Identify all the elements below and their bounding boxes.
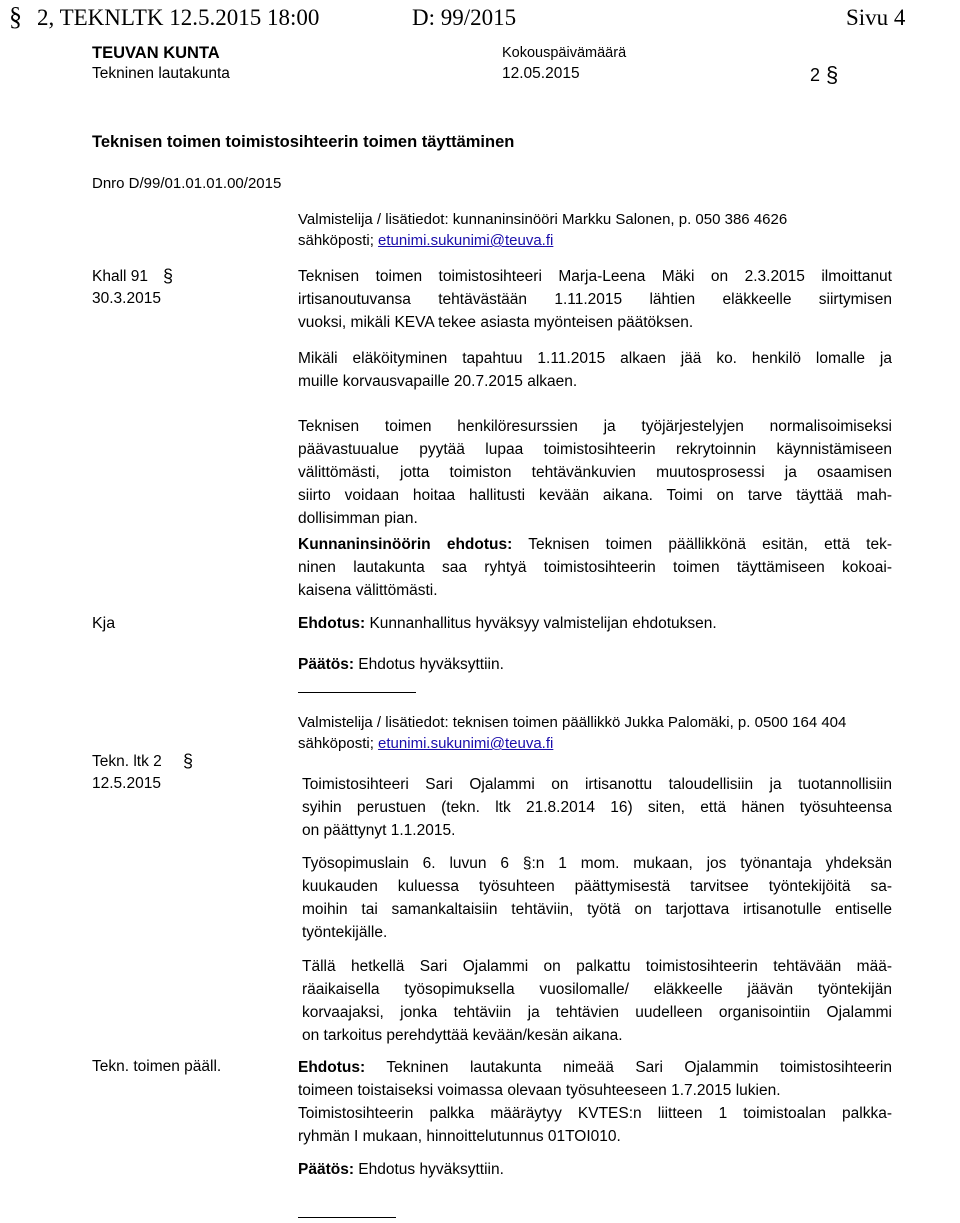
email-prefix: sähköposti; — [298, 735, 379, 752]
text-line: Työsopimuslain 6. luvun 6 §:n 1 mom. mukaan, jos työnantaja yhdeksän — [302, 855, 892, 872]
topbar-document-number: D: 99/2015 — [412, 5, 517, 30]
text-line: korvaajaksi, jonka tehtäviin ja tehtävien uudelleen organisointiin Ojalammi — [302, 1004, 892, 1021]
text-line: Mikäli eläköityminen tapahtuu 1.11.2015 alkaen jää ko. henkilö lomalle ja — [298, 350, 892, 367]
khall-paragraph-1 — [298, 265, 892, 334]
topbar-section-mark: § — [9, 2, 22, 31]
email-link[interactable]: etunimi.sukunimi@teuva.fi — [378, 232, 554, 249]
text-line: on päättynyt 1.1.2015. — [302, 822, 456, 839]
page-title: Teknisen toimen toimistosihteerin toimen täyttäminen — [92, 133, 515, 151]
proposal-label: Ehdotus: — [298, 1059, 366, 1076]
text-line: syihin perustuen (tekn. ltk 21.8.2014 16) siten, että hänen työsuhteensa — [302, 799, 892, 816]
khall-date: 30.3.2015 — [92, 290, 161, 307]
text-line: ninen lautakunta saa ryhtyä toimistosihteerin toimen täyttämiseen kokoai- — [298, 559, 892, 576]
proposal-text: Tekninen lautakunta nimeää Sari Ojalammin toimistosihteerin — [365, 1059, 892, 1076]
text-line: räaikaisella työsopimuksella vuosilomalle/ eläkkeelle jäävän työntekijän — [302, 981, 892, 998]
tekn-date: 12.5.2015 — [92, 775, 161, 792]
engineer-proposal — [298, 533, 892, 602]
topbar-page-number: Sivu 4 — [846, 5, 906, 30]
dnro: Dnro D/99/01.01.01.00/2015 — [92, 175, 282, 192]
email-prefix: sähköposti; — [298, 232, 379, 249]
organization-name: TEUVAN KUNTA — [92, 44, 220, 62]
text-line: irtisanoutuvansa tehtävästään 1.11.2015 lähtien eläkkeelle siirtymisen — [298, 291, 892, 308]
preparer-email-row-2 — [298, 735, 553, 752]
text-line: välittömästi, jotta toimiston tehtävänkuvien muutosprosessi ja osaamisen — [298, 464, 892, 481]
proposal-label: Kunnaninsinöörin ehdotus: — [298, 536, 513, 553]
email-link[interactable]: etunimi.sukunimi@teuva.fi — [378, 735, 554, 752]
topbar-left-text: 2, TEKNLTK 12.5.2015 18:00 — [37, 5, 320, 30]
tekn-paragraph-1 — [302, 773, 892, 842]
kja-label: Kja — [92, 615, 116, 632]
khall-paragraph-3 — [298, 415, 892, 530]
text-line: on tarkoitus perehdyttää kevään/kesän aikana. — [302, 1027, 623, 1044]
khall-paragraph-2 — [298, 347, 892, 393]
text-line — [298, 1056, 892, 1079]
paallikko-decision — [298, 1161, 504, 1179]
kja-decision — [298, 656, 504, 674]
text-line: Tällä hetkellä Sari Ojalammi on palkattu toimistosihteerin tehtävään mää- — [302, 958, 892, 975]
tekn-paragraph-2 — [302, 852, 892, 944]
text-line — [298, 533, 892, 556]
preparer-info-2: Valmistelija / lisätiedot: teknisen toimen päällikkö Jukka Palomäki, p. 0500 164 404 — [298, 714, 847, 731]
section-mark: § — [826, 62, 839, 87]
text-line: ryhmän I mukaan, hinnoittelutunnus 01TOI010. — [298, 1128, 621, 1145]
meeting-date-label: Kokouspäivämäärä — [502, 45, 627, 61]
board-name: Tekninen lautakunta — [92, 65, 230, 82]
proposal-label: Ehdotus: — [298, 615, 366, 632]
proposal-text: Teknisen toimen päällikkönä esitän, että tek- — [512, 536, 893, 553]
text-line: työntekijälle. — [302, 924, 388, 941]
tekn-section-mark: § — [183, 751, 194, 771]
decision-label: Päätös: — [298, 1161, 354, 1178]
text-line: dollisimman pian. — [298, 510, 418, 527]
meeting-date: 12.05.2015 — [502, 65, 580, 82]
kja-proposal — [298, 615, 717, 633]
text-line: Teknisen toimen toimistosihteeri Marja-Leena Mäki on 2.3.2015 ilmoittanut — [298, 268, 892, 285]
khall-section-mark: § — [163, 266, 174, 286]
text-line: kuukauden kuluessa työsuhteen päättymisestä tarvitsee työntekijöitä sa- — [302, 878, 892, 895]
section-number: 2 — [810, 65, 821, 85]
khall-label: Khall 91 — [92, 268, 149, 285]
decision-label: Päätös: — [298, 656, 354, 673]
text-line: kaisena välittömästi. — [298, 582, 438, 599]
divider-line — [298, 692, 416, 693]
text-line: muille korvausvapaille 20.7.2015 alkaen. — [298, 373, 578, 390]
text-line: päävastuualue pyytää lupaa toimistosihteerin rekrytoinnin käynnistämiseen — [298, 441, 892, 458]
tekn-label: Tekn. ltk 2 — [92, 753, 162, 770]
text-line: vuoksi, mikäli KEVA tekee asiasta myönteisen päätöksen. — [298, 314, 694, 331]
divider-line — [298, 1217, 396, 1218]
paallikko-proposal — [298, 1056, 892, 1148]
text-line: moihin tai samankaltaisiin tehtäviin, työtä on tarjottava irtisanotulle entiselle — [302, 901, 892, 918]
decision-text: Ehdotus hyväksyttiin. — [354, 1161, 504, 1178]
text-line: Toimistosihteeri Sari Ojalammi on irtisanottu taloudellisiin ja tuotannollisiin — [302, 776, 892, 793]
text-line: siirto voidaan hoitaa hallitusti kevään aikana. Toimi on tarve täyttää mah- — [298, 487, 892, 504]
text-line: toimeen toistaiseksi voimassa olevaan työsuhteeseen 1.7.2015 lukien. — [298, 1082, 781, 1099]
text-line: Teknisen toimen henkilöresurssien ja työjärjestelyjen normalisoimiseksi — [298, 418, 892, 435]
proposal-text: Kunnanhallitus hyväksyy valmistelijan ehdotuksen. — [365, 615, 717, 632]
paallikko-label: Tekn. toimen pääll. — [92, 1058, 222, 1075]
text-line: Toimistosihteerin palkka määräytyy KVTES:n liitteen 1 toimistoalan palkka- — [298, 1105, 892, 1122]
preparer-email-row-1 — [298, 232, 553, 249]
preparer-info-1: Valmistelija / lisätiedot: kunnaninsinööri Markku Salonen, p. 050 386 4626 — [298, 211, 788, 228]
decision-text: Ehdotus hyväksyttiin. — [354, 656, 504, 673]
tekn-paragraph-3 — [302, 955, 892, 1047]
